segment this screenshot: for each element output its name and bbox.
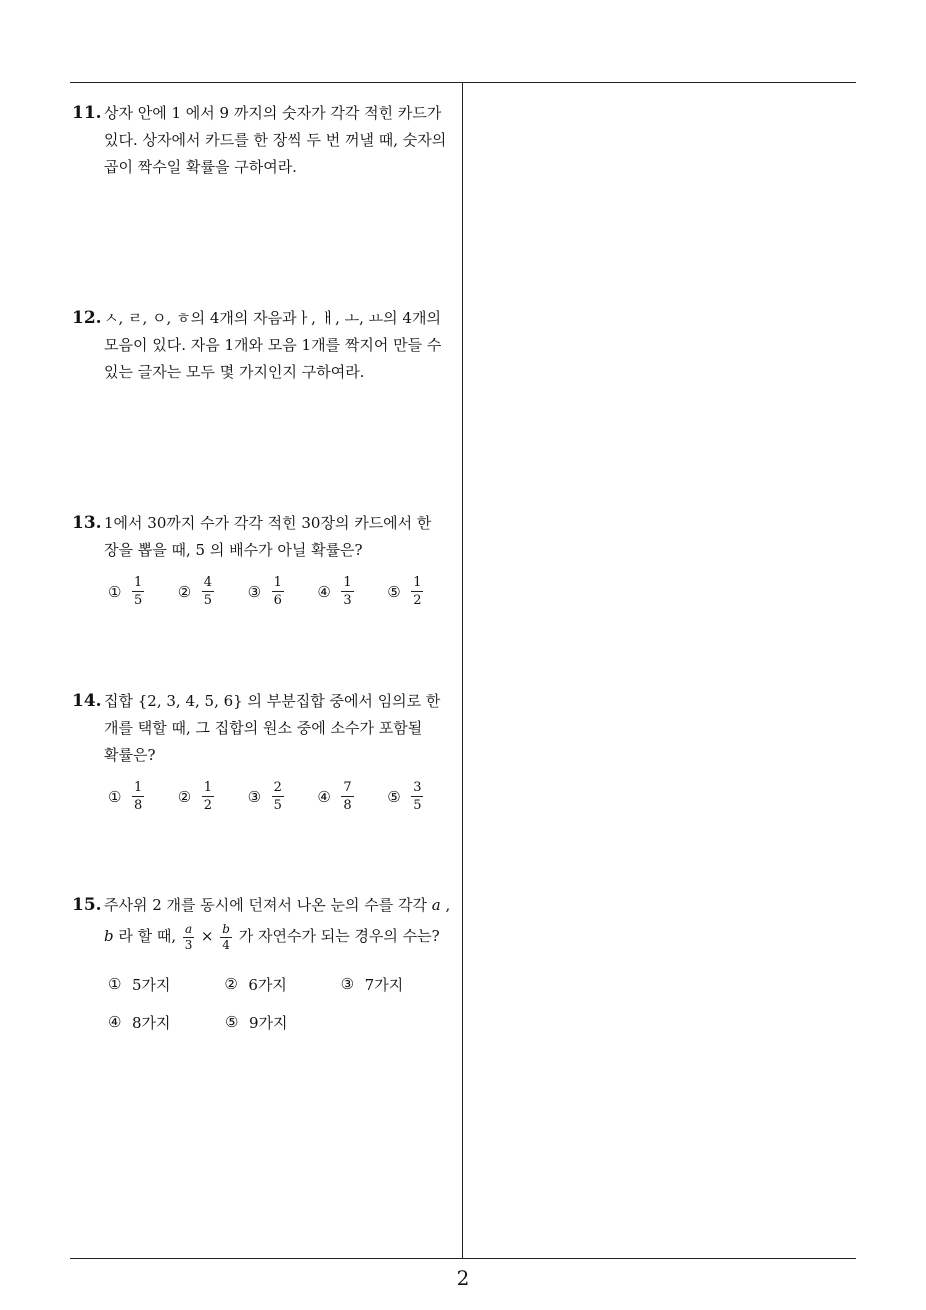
fraction: $\frac{1}{3}$ [343,575,352,608]
choice-5[interactable]: ⑤ 9가지 [225,1013,288,1032]
fraction: $\frac{3}{5}$ [413,780,422,813]
choice-2[interactable]: ② $\frac{1}{2}$ [177,780,213,813]
choice-1[interactable]: ① 5가지 [108,975,171,994]
choice-4[interactable]: ④ $\frac{7}{8}$ [317,780,352,813]
variable-a: a [431,896,441,914]
choice-3[interactable]: ③ $\frac{2}{5}$ [247,780,282,813]
question-text-line: 1에서 30까지 수가 각각 적힌 30장의 카드에서 한 [104,514,432,532]
question-13 [72,510,457,608]
question-text-line: 개를 택할 때, 그 집합의 원소 중에 소수가 포함될 [104,719,423,737]
question-text-line: 집합 {2, 3, 4, 5, 6} 의 부분집합 중에서 임의로 한 [104,692,441,710]
choice-1[interactable]: ① $\frac{1}{8}$ [108,780,143,813]
question-text-line: ㅅ, ㄹ, ㅇ, ㅎ의 4개의 자음과ㅏ, ㅐ, ㅗ, ㅛ의 4개의 [104,309,441,327]
fraction: $\frac{7}{8}$ [343,780,352,813]
question-text-line: 장을 뽑을 때, 5 의 배수가 아닐 확률은? [104,541,363,559]
page-number: 2 [456,1266,470,1290]
choice-3[interactable]: ③ $\frac{1}{6}$ [247,575,282,608]
question-text-line: 상자 안에 1 에서 9 까지의 숫자가 각각 적힌 카드가 [104,104,442,122]
question-text-line: b 라 할 때, $\frac{a}{3}$ × $\frac{b}{4}$ 가 자연수가 되는 경우의 수는? [104,921,440,952]
choice-5[interactable]: ⑤ $\frac{3}{5}$ [387,780,422,813]
question-12 [72,305,457,386]
choice-3[interactable]: ③ 7가지 [340,975,404,994]
choice-2[interactable]: ② 6가지 [224,975,287,994]
fraction: $\frac{4}{5}$ [203,575,213,608]
choice-2[interactable]: ② $\frac{4}{5}$ [177,575,213,608]
bottom-rule [70,1258,856,1259]
question-number: 15. [72,895,102,915]
fraction-b-over-4: $\frac{b}{4}$ [222,921,230,952]
fraction: $\frac{2}{5}$ [273,780,282,813]
question-text-line: 확률은? [104,746,156,764]
answer-choices [72,576,457,608]
fraction-a-over-3: $\frac{a}{3}$ [184,921,193,952]
question-number: 13. [72,513,102,533]
question-text-line: 주사위 2 개를 동시에 던져서 나온 눈의 수를 각각 [104,896,427,914]
fraction: $\frac{1}{2}$ [203,780,213,813]
answer-choices [72,781,457,813]
answer-choices [72,965,457,1041]
question-text-line: 있다. 상자에서 카드를 한 장씩 두 번 꺼낼 때, 숫자의 [104,131,447,149]
choice-5[interactable]: ⑤ $\frac{1}{2}$ [387,575,422,608]
fraction: $\frac{1}{2}$ [413,575,422,608]
question-14 [72,688,457,813]
question-text-line: 있는 글자는 모두 몇 가지인지 구하여라. [104,363,365,381]
question-text-line: 곱이 짝수일 확률을 구하여라. [104,158,297,176]
question-number: 14. [72,691,102,711]
question-number: 11. [72,103,102,123]
column-divider [462,82,463,1258]
variable-b: b [104,927,114,945]
choice-1[interactable]: ① $\frac{1}{5}$ [108,575,143,608]
question-number: 12. [72,308,102,328]
fraction: $\frac{1}{5}$ [134,575,143,608]
choice-4[interactable]: ④ $\frac{1}{3}$ [317,575,352,608]
top-rule [70,82,856,83]
question-15: 15. 주사위 2 개를 동시에 던져서 나온 눈의 수를 각각 a , b 라 할 때, $\frac{a}{3}$ × $\frac{b}{4}$ 가 자연수가 되는 경우의 수는? ① 5가지 ② 6가지 ③ 7가지 ④ 8가지 ⑤ 9가지 [72,892,457,1041]
fraction: $\frac{1}{8}$ [134,780,143,813]
question-11 [72,100,457,181]
question-text-line: 모음이 있다. 자음 1개와 모음 1개를 짝지어 만들 수 [104,336,442,354]
choice-4[interactable]: ④ 8가지 [108,1013,171,1032]
fraction: $\frac{1}{6}$ [273,575,282,608]
